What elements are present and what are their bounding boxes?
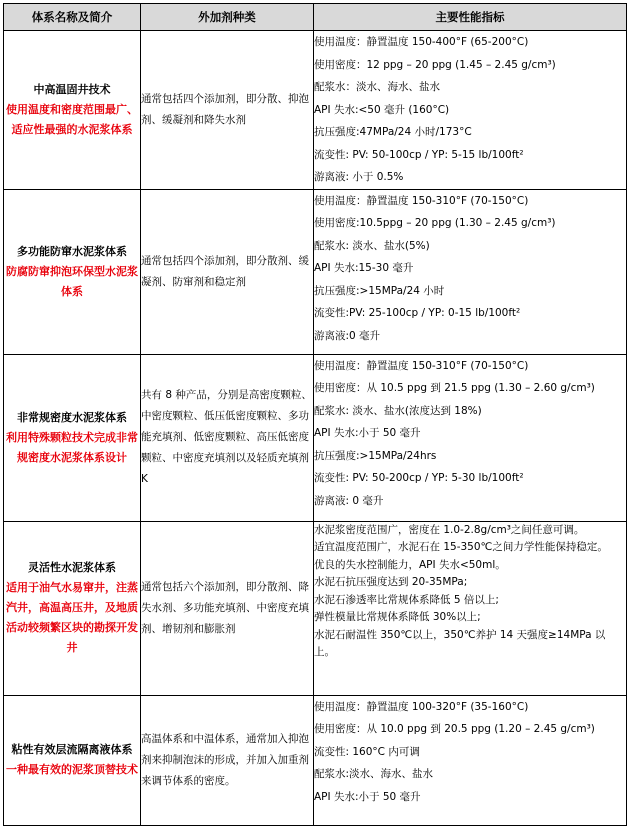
perf-line: 流变性:PV: 25-100cp / YP: 0-15 lb/100ft² [314,307,521,319]
system-name: 非常规密度水泥浆体系 [17,410,127,424]
system-summary: 使用温度和密度范围最广、适应性最强的水泥浆体系 [6,102,138,136]
additives-cell: 通常包括六个添加剂，即分散剂、降失水剂、多功能充填剂、中密度充填剂、增韧剂和膨胀剂 [141,521,314,695]
table-row [4,521,627,695]
header-system: 体系名称及简介 [4,4,141,31]
system-cell [4,31,141,190]
perf-line: 游离液:0 毫升 [314,329,381,342]
system-cell [4,521,141,695]
performance-cell [314,521,627,695]
perf-line: 游离液: 0 毫升 [314,494,384,507]
system-cell [4,354,141,521]
perf-line: 弹性模量比常规体系降低 30%以上; [314,611,481,623]
perf-line: 配浆水:淡水、海水、盐水 [314,768,434,780]
perf-line: 水泥石渗透率比常规体系降低 5 倍以上; [314,593,499,606]
perf-line: 使用温度：静置温度 150-400°F (65-200°C) [314,36,529,48]
perf-line: 使用密度:10.5ppg – 20 ppg (1.30 – 2.45 g/cm³) [314,217,556,229]
perf-line: 配浆水：淡水、海水、盐水 [314,81,440,93]
header-row [4,4,627,31]
header-additives: 外加剂种类 [141,4,314,31]
perf-line: 使用密度：12 ppg – 20 ppg (1.45 – 2.45 g/cm³) [314,58,556,71]
table-row [4,31,627,190]
perf-line: 流变性: 160°C 内可调 [314,745,420,758]
perf-line: 流变性: PV: 50-200cp / YP: 5-30 lb/100ft² [314,472,524,484]
system-name: 灵活性水泥浆体系 [28,561,116,574]
perf-line: 流变性: PV: 50-100cp / YP: 5-15 lb/100ft² [314,148,524,161]
table-row [4,695,627,825]
table-row [4,354,627,521]
perf-line: 优良的失水控制能力，API 失水<50ml。 [314,558,506,571]
perf-line: 配浆水: 淡水、盐水(浓度达到 18%) [314,404,482,417]
performance-cell [314,354,627,521]
perf-line: 抗压强度:47MPa/24 小时/173°C [314,126,472,138]
perf-line: 使用密度：从 10.0 ppg 到 20.5 ppg (1.20 – 2.45 g/cm³) [314,723,595,735]
table-row [4,189,627,354]
perf-line: 水泥石耐温性 350℃以上，350℃养护 14 天强度≥14MPa 以上。 [314,628,606,658]
header-performance: 主要性能指标 [314,4,627,31]
perf-line: 抗压强度:>15MPa/24 小时 [314,284,445,297]
system-summary: 一种最有效的泥浆顶替技术 [6,763,138,776]
perf-line: 配浆水: 淡水、盐水(5%) [314,239,430,252]
system-summary: 适用于油气水易窜井，注蒸汽井，高温高压井，及地质活动较频繁区块的勘探开发井 [6,581,138,654]
system-name: 中高温固井技术 [33,82,111,96]
perf-line: API 失水:小于 50 毫升 [314,427,421,439]
perf-line: 水泥石抗压强度达到 20-35MPa; [314,576,468,588]
system-name: 多功能防窜水泥浆体系 [17,244,127,258]
performance-cell [314,695,627,825]
performance-cell [314,31,627,190]
system-cell [4,695,141,825]
perf-line: API 失水:15-30 毫升 [314,262,414,274]
perf-line: 使用温度：静置温度 150-310°F (70-150°C) [314,359,529,372]
perf-line: API 失水:<50 毫升 (160°C) [314,103,450,116]
additives-cell: 高温体系和中温体系，通常加入抑泡剂来抑制泡沫的形成，并加入加重剂来调节体系的密度。 [141,695,314,825]
system-summary: 防腐防窜抑泡环保型水泥浆体系 [6,264,138,298]
perf-line: 使用温度：静置温度 100-320°F (35-160°C) [314,700,529,713]
additives-cell: 通常包括四个添加剂，即分散、抑泡剂、缓凝剂和降失水剂 [141,31,314,190]
system-summary: 利用特殊颗粒技术完成非常规密度水泥浆体系设计 [6,430,138,464]
system-name: 粘性有效层流隔离液体系 [11,743,133,756]
perf-line: 游离液: 小于 0.5% [314,171,404,183]
perf-line: 使用温度：静置温度 150-310°F (70-150°C) [314,194,529,207]
additives-cell: 共有 8 种产品，分别是高密度颗粒、中密度颗粒、低压低密度颗粒、多功能充填剂、低密度颗粒、高压低密度颗粒、中密度充填剂以及轻质充填剂 K [141,354,314,521]
perf-line: 抗压强度:>15MPa/24hrs [314,449,437,462]
perf-line: 适宜温度范围广，水泥石在 15-350℃之间力学性能保持稳定。 [314,541,608,553]
system-cell [4,189,141,354]
perf-line: 水泥浆密度范围广，密度在 1.0-2.8g/cm³之间任意可调。 [314,523,585,536]
perf-line: API 失水:小于 50 毫升 [314,790,421,803]
perf-line: 使用密度：从 10.5 ppg 到 21.5 ppg (1.30 – 2.60 g/cm³) [314,382,595,394]
cement-system-table [3,3,627,826]
performance-cell [314,189,627,354]
additives-cell: 通常包括四个添加剂，即分散剂、缓凝剂、防窜剂和稳定剂 [141,189,314,354]
